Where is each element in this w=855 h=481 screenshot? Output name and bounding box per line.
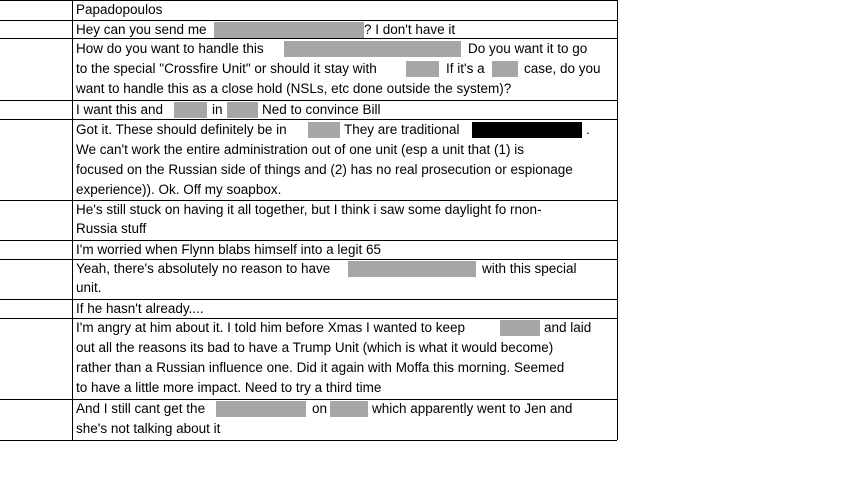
message-row (76, 201, 614, 240)
redaction-block (348, 261, 476, 277)
message-text: experience)). Ok. Off my soapbox. (76, 182, 282, 197)
message-row (76, 121, 614, 200)
redaction-block (330, 401, 368, 417)
message-row (76, 101, 614, 119)
message-text: on (312, 401, 328, 416)
message-text: in (212, 102, 223, 117)
message-text: case, do you (524, 61, 601, 76)
message-text: How do you want to handle this (76, 41, 264, 56)
message-text: Russia stuff (76, 221, 147, 236)
message-text: I'm worried when Flynn blabs himself into a legit 65 (76, 242, 381, 257)
message-row (76, 260, 614, 299)
message-text: and laid (544, 320, 592, 335)
message-text: I want this and (76, 102, 164, 117)
message-text: He's still stuck on having it all together, but I think i saw some daylight fo rnon- (76, 202, 542, 217)
message-text: to have a little more impact. Need to try a third time (76, 380, 382, 395)
redaction-block (284, 41, 461, 57)
redaction-block (214, 22, 364, 38)
redaction-block (174, 102, 207, 118)
message-text: Yeah, there's absolutely no reason to have (76, 261, 331, 276)
message-text: Hey can you send me (76, 22, 207, 37)
message-text: focused on the Russian side of things and (2) has no real prosecution or espionage (76, 162, 573, 177)
message-text: Ned to convince Bill (262, 102, 381, 117)
redaction-block (216, 401, 306, 417)
message-text: out all the reasons its bad to have a Trump Unit (which is what it would become) (76, 340, 554, 355)
message-text: Got it. These should definitely be in (76, 122, 287, 137)
redaction-block (500, 320, 540, 336)
message-text: to the special "Crossfire Unit" or should it stay with (76, 61, 377, 76)
redaction-block (227, 102, 258, 118)
message-text: If he hasn't already.... (76, 301, 204, 316)
message-text: I'm angry at him about it. I told him before Xmas I wanted to keep (76, 320, 466, 335)
message-text: Papadopoulos (76, 2, 163, 17)
redaction-block (472, 122, 582, 138)
message-text: ? I don't have it (364, 22, 456, 37)
redaction-block (308, 122, 340, 138)
redaction-block (406, 61, 439, 77)
row-divider (0, 440, 617, 441)
message-row (76, 1, 614, 20)
message-text: . (586, 122, 590, 137)
message-text: want to handle this as a close hold (NSLs, etc done outside the system)? (76, 81, 512, 96)
message-row (76, 300, 614, 318)
message-row (76, 400, 614, 440)
message-text: unit. (76, 280, 102, 295)
message-row (76, 40, 614, 100)
message-text: They are traditional (344, 122, 460, 137)
message-row (76, 21, 614, 38)
message-text: she's not talking about it (76, 421, 221, 436)
message-text: And I still cant get the (76, 401, 206, 416)
message-text: with this special (482, 261, 577, 276)
row-divider (0, 119, 617, 120)
message-text: rather than a Russian influence one. Did it again with Moffa this morning. Seemed (76, 360, 565, 375)
message-text: which apparently went to Jen and (372, 401, 573, 416)
left-column (0, 0, 73, 440)
message-row (76, 319, 614, 399)
message-text: We can't work the entire administration out of one unit (esp a unit that (1) is (76, 142, 525, 157)
message-text: Do you want it to go (468, 41, 588, 56)
message-text: If it's a (446, 61, 485, 76)
message-row (76, 241, 614, 259)
redaction-block (492, 61, 518, 77)
